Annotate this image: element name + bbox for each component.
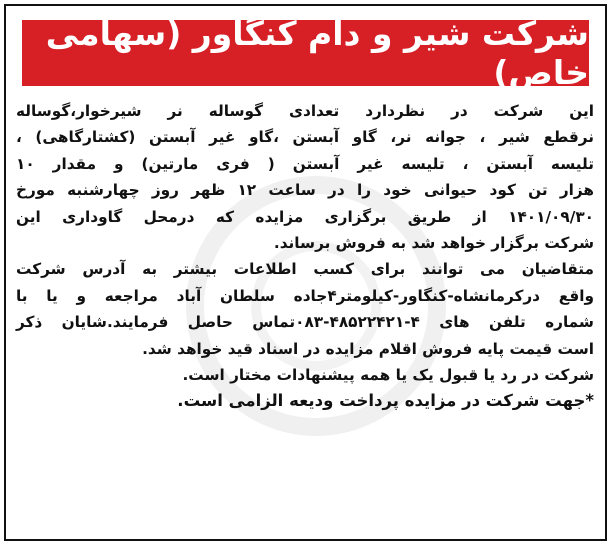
body-line: این شرکت در نظردارد تعدادی گوساله نر شیرخوار،گوساله bbox=[16, 102, 594, 120]
body-line: است قیمت پایه فروش اقلام مزایده در اسناد قید خواهد شد. bbox=[142, 339, 594, 358]
body-line: ۱۴۰۱/۰۹/۳۰ از طریق برگزاری مزایده که درمحل گاوداری این bbox=[16, 207, 594, 226]
body-line: متقاضیان می توانند برای کسب اطلاعات بیشتر به آدرس شرکت bbox=[16, 260, 594, 279]
notice-title: شرکت شیر و دام کنگاور (سهامی خاص) bbox=[45, 14, 589, 92]
notice-body bbox=[16, 98, 594, 415]
body-line: واقع درکرمانشاه-کنگاور-کیلومتر۴جاده سلطان آباد مراجعه و یا با bbox=[16, 286, 594, 305]
notice-frame bbox=[4, 4, 607, 541]
body-line: شماره تلفن های ۴-۴۸۵۲۲۴۲۱-۰۸۳تماس حاصل فرمایند.شایان ذکر bbox=[16, 313, 594, 332]
body-line: هزار تن کود حیوانی خود را در ساعت ۱۲ ظهر روز چهارشنبه مورخ bbox=[16, 181, 594, 200]
title-banner bbox=[22, 14, 589, 92]
body-line: تلیسه آبستن ، تلیسه غیر آبستن ( فری مارتین) و مقدار ۱۰ bbox=[16, 154, 594, 173]
body-line: شرکت در رد یا قبول یک یا همه پیشنهادات مختار است. bbox=[182, 365, 594, 384]
body-line: شرکت برگزار خواهد شد به فروش برساند. bbox=[273, 233, 594, 252]
deposit-note: *جهت شرکت در مزایده پرداخت ودیعه الزامی است. bbox=[177, 391, 594, 411]
body-line: نرقطع شیر ، جوانه نر، گاو آبستن ،گاو غیر آبستن (کشتارگاهی) ، bbox=[16, 128, 594, 147]
